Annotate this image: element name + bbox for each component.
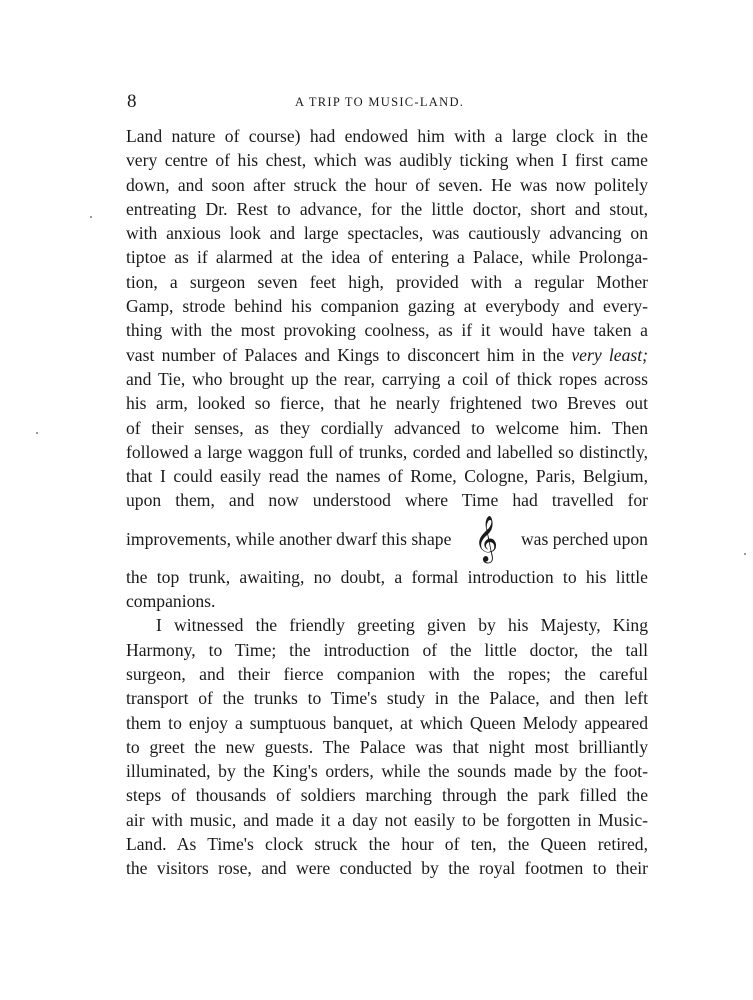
text-line: and Tie, who brought up the rear, carrying a coil of thick ropes across bbox=[126, 368, 648, 389]
text-line: entreating Dr. Rest to advance, for the little doctor, short and stout, bbox=[126, 198, 648, 219]
text-line-with-clef bbox=[126, 513, 648, 565]
text-line: illuminated, by the King's orders, while the sounds made by the foot- bbox=[126, 761, 648, 782]
text-line: that I could easily read the names of Rome, Cologne, Paris, Belgium, bbox=[126, 466, 648, 487]
text-line: I witnessed the friendly greeting given by his Majesty, King bbox=[156, 615, 648, 636]
body-text bbox=[126, 124, 648, 881]
text-run: vast number of Palaces and Kings to disconcert him in the bbox=[126, 344, 565, 365]
text-run: improvements, while another dwarf this shape bbox=[126, 528, 452, 549]
paragraph-2 bbox=[126, 613, 648, 880]
text-line: his arm, looked so fierce, that he nearly frightened two Breves out bbox=[126, 393, 648, 414]
text-line: down, and soon after struck the hour of seven. He was now politely bbox=[126, 174, 648, 195]
paper-speck bbox=[90, 216, 92, 218]
text-line: followed a large waggon full of trunks, corded and labelled so distinctly, bbox=[126, 441, 648, 462]
paper-speck bbox=[36, 432, 38, 434]
page-number: 8 bbox=[127, 91, 137, 112]
text-line: upon them, and now understood where Time had travelled for bbox=[126, 490, 648, 511]
running-head bbox=[127, 91, 647, 111]
paragraph-1 bbox=[126, 124, 648, 613]
text-line: the visitors rose, and were conducted by the royal footmen to their bbox=[126, 858, 648, 879]
text-run: was perched upon bbox=[520, 528, 648, 549]
text-line: of their senses, as they cordially advanced to welcome him. Then bbox=[126, 417, 648, 438]
text-line: tion, a surgeon seven feet high, provided with a regular Mother bbox=[126, 271, 648, 292]
treble-clef-icon: 𝄞 bbox=[474, 515, 498, 562]
text-line: tiptoe as if alarmed at the idea of entering a Palace, while Prolonga- bbox=[126, 247, 648, 268]
text-line: very centre of his chest, which was audibly ticking when I first came bbox=[126, 150, 648, 171]
text-line: the top trunk, awaiting, no doubt, a formal introduction to his little bbox=[126, 566, 648, 587]
text-line: Gamp, strode behind his companion gazing at everybody and every- bbox=[126, 296, 648, 317]
text-line: companions. bbox=[126, 591, 216, 612]
text-line: thing with the most provoking coolness, as if it would have taken a bbox=[126, 320, 648, 341]
text-line: Land nature of course) had endowed him with a large clock in the bbox=[126, 126, 648, 146]
text-line: air with music, and made it a day not easily to be forgotten in Music- bbox=[126, 809, 648, 830]
text-line: with anxious look and large spectacles, was cautiously advancing on bbox=[126, 223, 648, 244]
text-line bbox=[126, 343, 648, 367]
text-line: to greet the new guests. The Palace was that night most brilliantly bbox=[126, 736, 648, 757]
text-line: Harmony, to Time; the introduction of the little doctor, the tall bbox=[126, 639, 648, 660]
running-title: A TRIP TO MUSIC-LAND. bbox=[295, 95, 465, 109]
paper-speck bbox=[744, 553, 746, 555]
text-line: Land. As Time's clock struck the hour of ten, the Queen retired, bbox=[126, 834, 648, 855]
text-line: transport of the trunks to Time's study in the Palace, and then left bbox=[126, 688, 648, 709]
text-line: them to enjoy a sumptuous banquet, at which Queen Melody appeared bbox=[126, 712, 648, 733]
text-line: steps of thousands of soldiers marching through the park filled the bbox=[126, 785, 648, 806]
italic-emphasis: very least; bbox=[571, 344, 648, 365]
text-line: surgeon, and their fierce companion with the ropes; the careful bbox=[126, 663, 648, 684]
